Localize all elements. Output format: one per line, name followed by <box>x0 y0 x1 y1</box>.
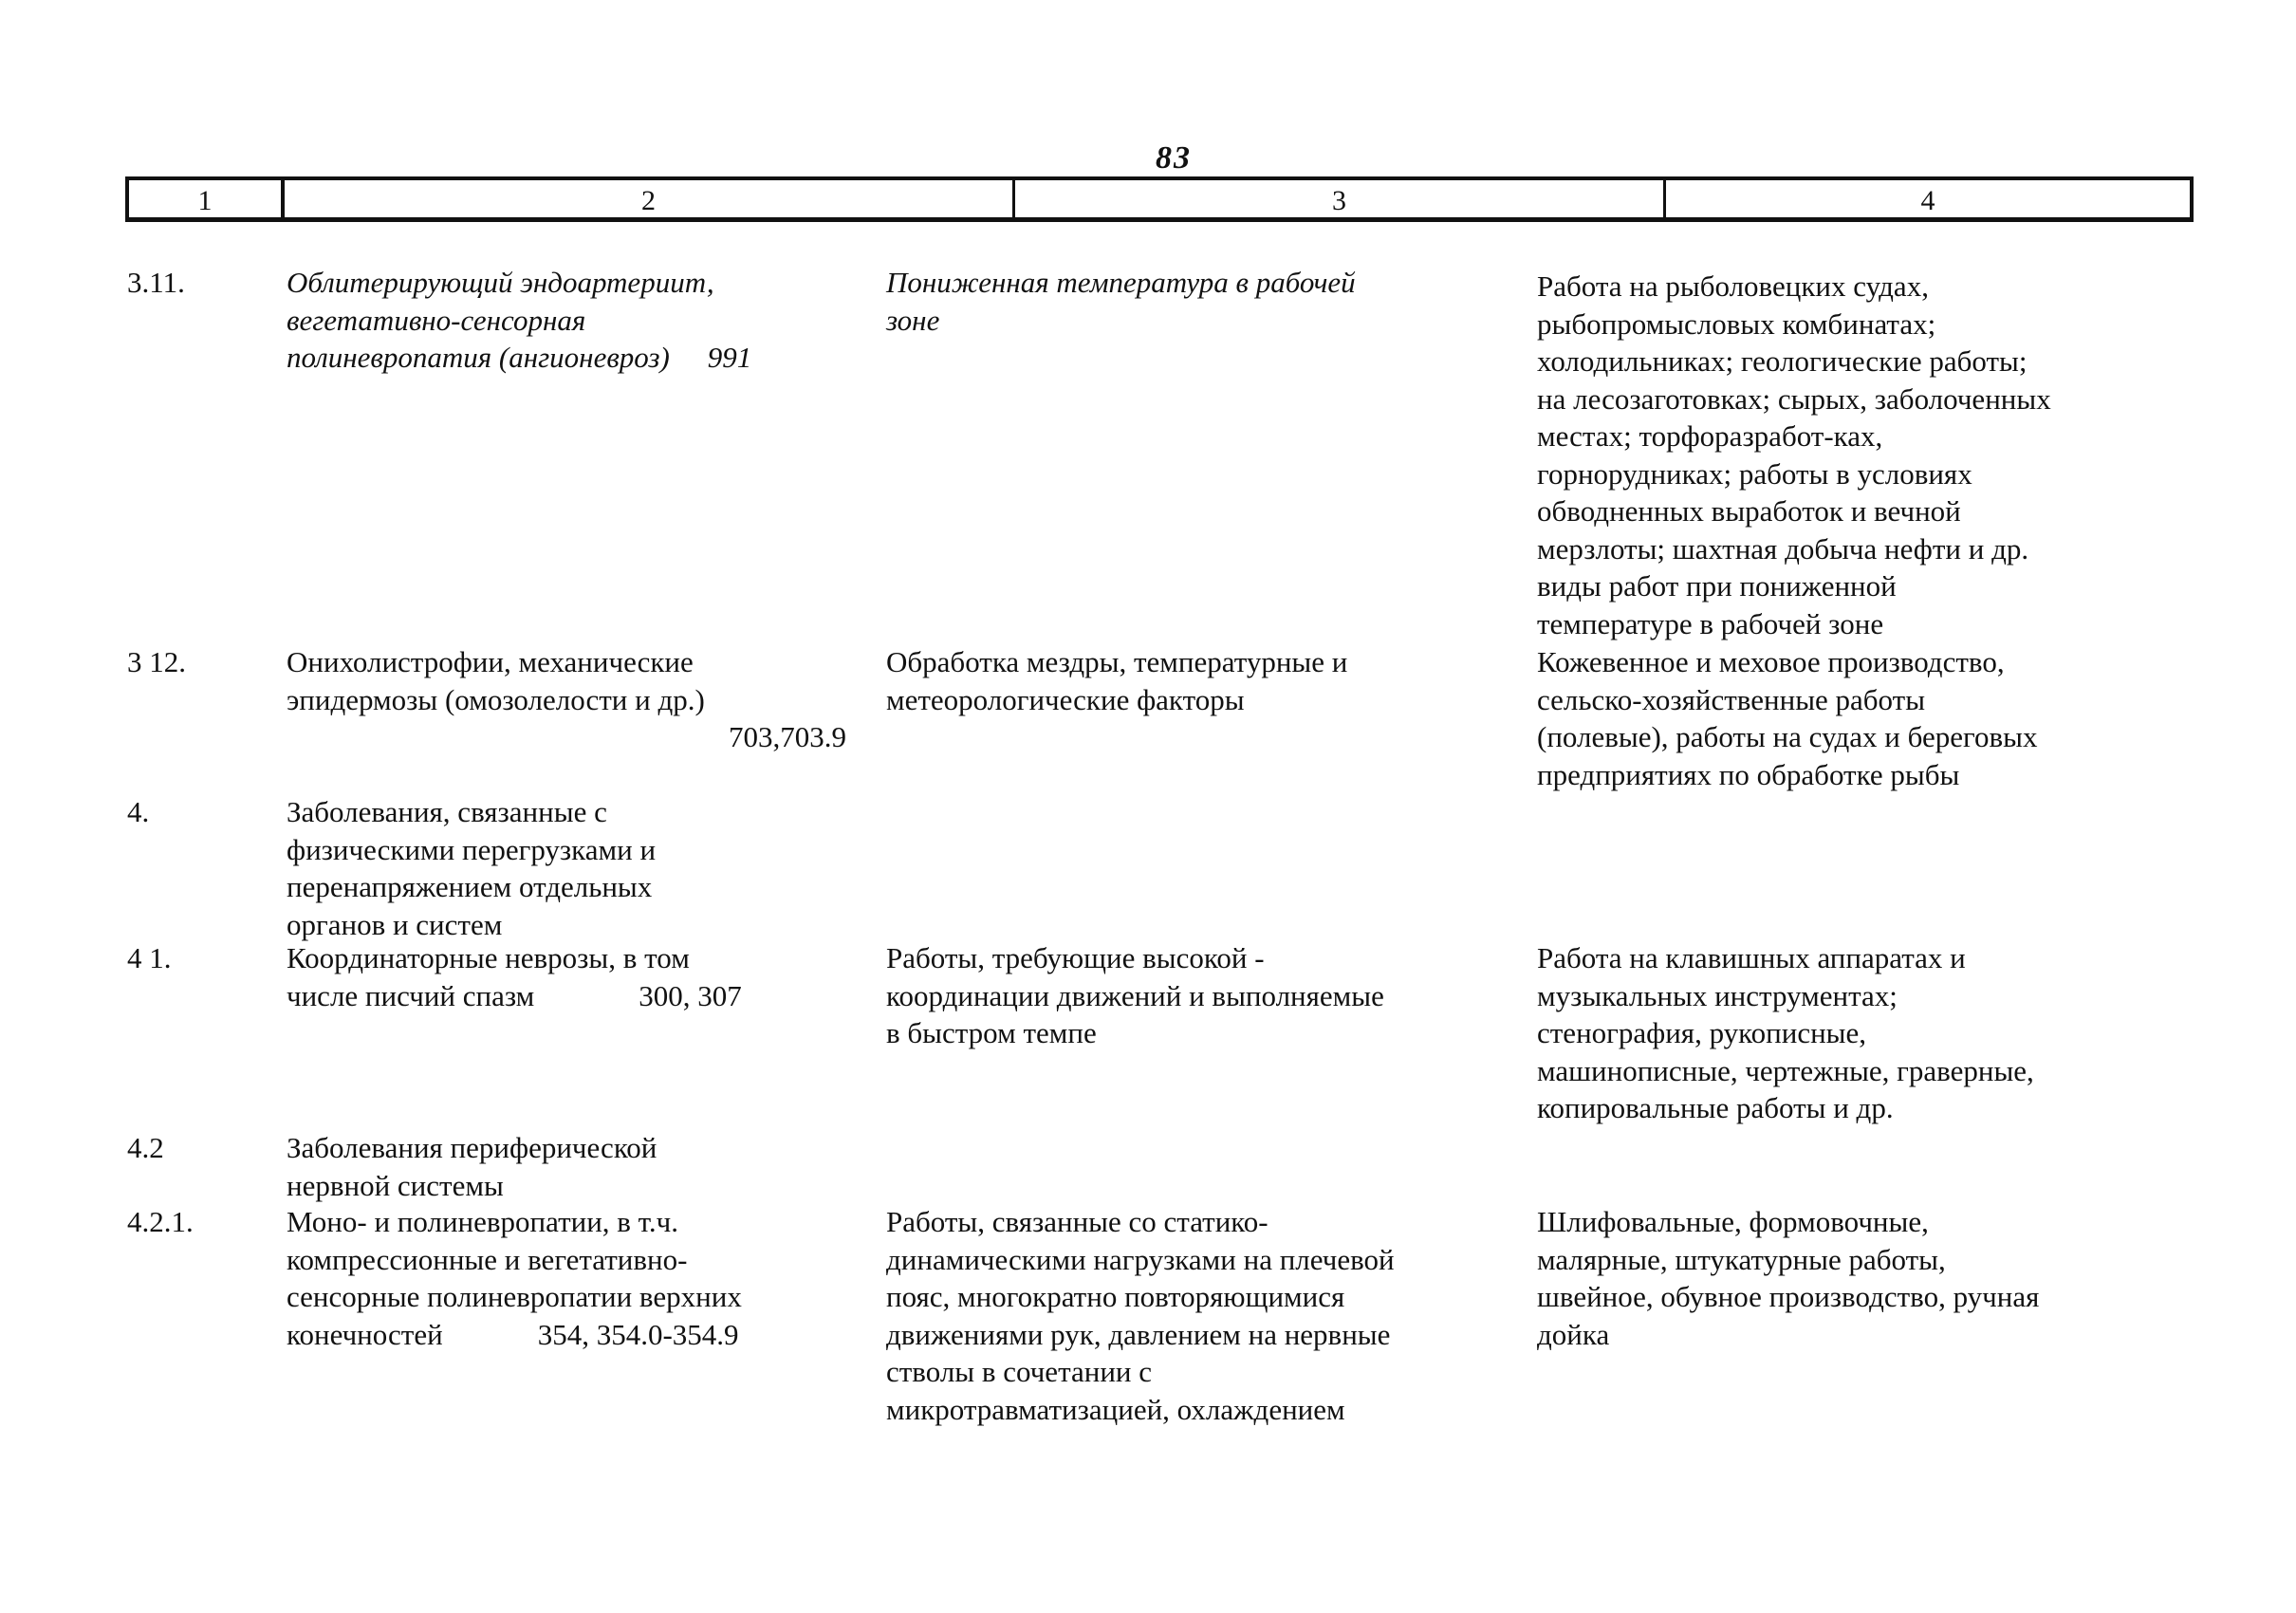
work-line: сельско-хозяйственные работы <box>1537 682 1926 716</box>
icd-code: 991 <box>707 341 752 374</box>
disease-line: нервной системы <box>287 1168 504 1202</box>
factor-line: динамическими нагрузками на плечевой <box>886 1242 1395 1276</box>
work-cell <box>1537 643 2192 793</box>
header-col-1: 1 <box>129 180 285 217</box>
disease-cell <box>287 939 818 1014</box>
factor-line: микротравматизацией, охлаждением <box>886 1392 1345 1426</box>
disease-line: Облитерирующий эндоартериит, <box>287 266 714 299</box>
row-number: 3 12. <box>127 645 186 678</box>
row-number: 4.2 <box>127 1131 164 1164</box>
factor-line: Обработка мездры, температурные и <box>886 645 1348 678</box>
work-line: стенография, рукописные, <box>1537 1016 1867 1049</box>
header-col-3: 3 <box>1015 180 1666 217</box>
work-line: (полевые), работы на судах и береговых <box>1537 720 2038 753</box>
factor-line: Работы, требующие высокой - <box>886 941 1265 974</box>
work-cell <box>1537 268 2192 642</box>
work-line: малярные, штукатурные работы, <box>1537 1242 1946 1276</box>
work-line: рыбопромысловых комбинатах; <box>1537 306 1936 341</box>
work-line: дойка <box>1537 1317 1610 1351</box>
disease-line: Координаторные неврозы, в том <box>287 941 690 974</box>
work-line: копировальные работы и др. <box>1537 1091 1894 1124</box>
disease-line: эпидермозы (омозолелости и др.) <box>287 682 705 716</box>
factor-line: пояс, многократно повторяющимися <box>886 1280 1345 1313</box>
disease-line: физическими перегрузками и <box>287 832 657 866</box>
work-line: виды работ при пониженной <box>1537 569 1897 603</box>
work-line: горнорудниках; работы в условиях <box>1537 456 1972 491</box>
disease-text: конечностей <box>287 1317 443 1351</box>
disease-line <box>287 1316 865 1354</box>
factor-line: в быстром темпе <box>886 1016 1097 1049</box>
work-line: температуре в рабочей зоне <box>1537 606 1884 640</box>
work-line: швейное, обувное производство, ручная <box>1537 1280 2040 1313</box>
header-col-2: 2 <box>285 180 1015 217</box>
disease-text: числе писчий спазм <box>287 978 535 1012</box>
factor-cell <box>886 643 1528 718</box>
row-number: 4. <box>127 795 150 828</box>
icd-code: 354, 354.0-354.9 <box>537 1317 739 1351</box>
work-line: холодильниках; геологические работы; <box>1537 344 2028 378</box>
work-line: музыкальных инструментах; <box>1537 978 1898 1012</box>
work-line: обводненных выработок и вечной <box>1537 494 1961 528</box>
work-cell <box>1537 939 2192 1127</box>
disease-line: вегетативно-сенсорная <box>287 303 586 337</box>
table-header <box>125 176 2194 222</box>
disease-line <box>287 339 865 377</box>
work-line: Работа на клавишных аппаратах и <box>1537 941 1966 974</box>
factor-cell <box>886 939 1528 1052</box>
disease-line: сенсорные полиневропатии верхних <box>287 1280 742 1313</box>
header-col-4: 4 <box>1920 185 1935 216</box>
disease-cell <box>287 793 865 943</box>
disease-line <box>287 977 818 1015</box>
disease-cell <box>287 643 846 756</box>
work-line: местах; торфоразработ-ках, <box>1537 419 1883 453</box>
row-number: 3.11. <box>127 266 185 299</box>
icd-code: 300, 307 <box>639 978 742 1012</box>
work-line: на лесозаготовках; сырых, заболоченных <box>1537 381 2051 416</box>
row-number: 4.2.1. <box>127 1205 194 1238</box>
disease-line: Онихолистрофии, механические <box>287 645 694 678</box>
work-line: предприятиях по обработке рыбы <box>1537 757 1960 791</box>
factor-line: Работы, связанные со статико- <box>886 1205 1268 1238</box>
work-line: машинописные, чертежные, граверные, <box>1537 1053 2034 1087</box>
factor-line: движениями рук, давлением на нервные <box>886 1317 1391 1351</box>
disease-line: перенапряжением отдельных <box>287 870 653 903</box>
work-line: мерзлоты; шахтная добыча нефти и др. <box>1537 531 2029 565</box>
row-number: 4 1. <box>127 941 172 974</box>
disease-line: компрессионные и вегетативно- <box>287 1242 688 1276</box>
page-number: 83 <box>1156 140 1192 176</box>
disease-line: Моно- и полиневропатии, в т.ч. <box>287 1205 678 1238</box>
factor-line: метеорологические факторы <box>886 682 1245 716</box>
factor-cell <box>886 264 1528 339</box>
factor-line: стволы в сочетании с <box>886 1355 1153 1388</box>
icd-code: 703,703.9 <box>729 720 846 753</box>
work-line: Работа на рыболовецких судах, <box>1537 269 1929 303</box>
disease-cell <box>287 264 865 377</box>
disease-line: органов и систем <box>287 907 503 941</box>
factor-line: Пониженная температура в рабочей <box>886 266 1356 299</box>
disease-line: Заболевания, связанные с <box>287 795 607 828</box>
disease-cell <box>287 1129 865 1204</box>
factor-cell <box>886 1203 1528 1428</box>
work-line: Шлифовальные, формовочные, <box>1537 1205 1929 1238</box>
factor-line: зоне <box>886 303 940 337</box>
work-cell <box>1537 1203 2192 1353</box>
disease-cell <box>287 1203 865 1353</box>
factor-line: координации движений и выполняемые <box>886 978 1384 1012</box>
work-line: Кожевенное и меховое производство, <box>1537 645 2005 678</box>
disease-line: Заболевания периферической <box>287 1131 657 1164</box>
disease-text: полиневропатия (ангионевроз) <box>287 341 670 374</box>
